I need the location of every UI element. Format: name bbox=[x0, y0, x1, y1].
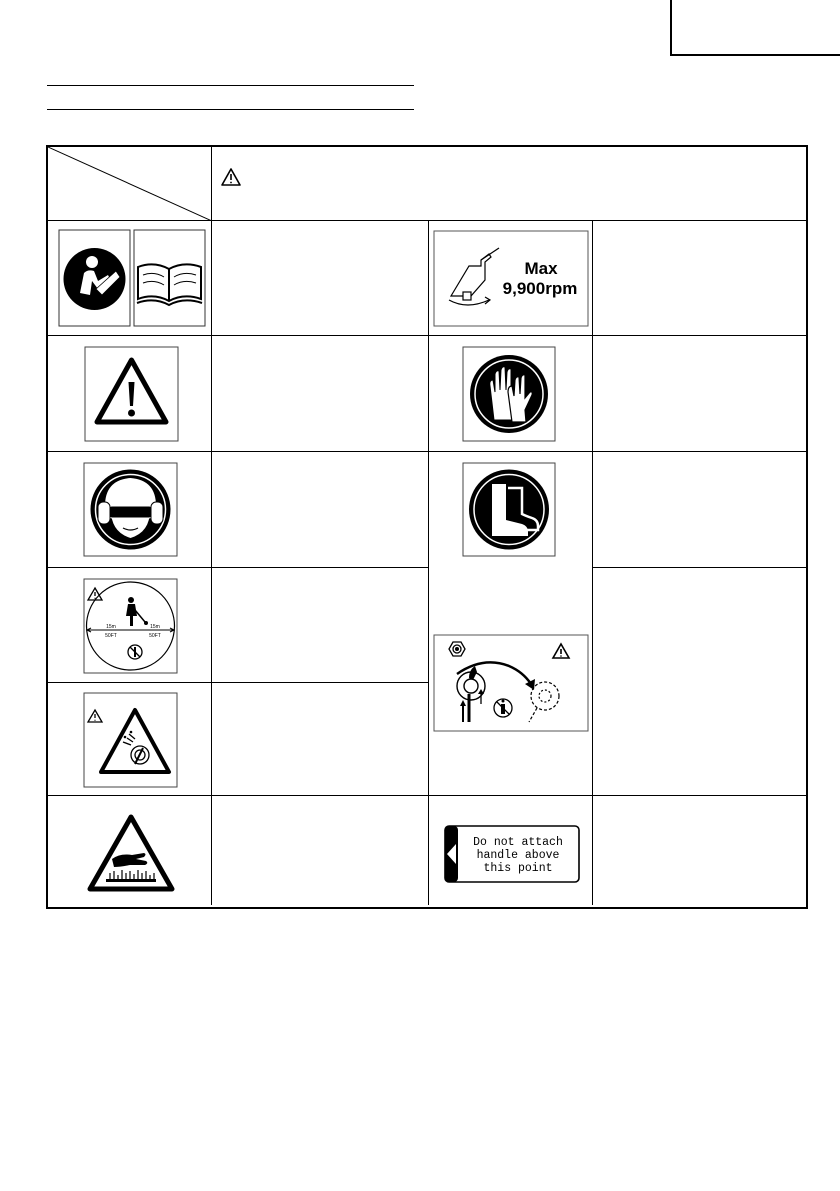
warning-triangle-icon bbox=[84, 346, 179, 442]
table-divider bbox=[48, 567, 428, 568]
header-diagonal bbox=[48, 147, 212, 221]
handle-label-line3: this point bbox=[483, 862, 553, 875]
wear-gloves-icon bbox=[462, 346, 556, 442]
heading-rule-bottom bbox=[47, 109, 414, 110]
table-divider bbox=[428, 220, 429, 905]
table-divider bbox=[48, 682, 428, 683]
distance-left-m: 15m bbox=[106, 624, 116, 630]
handle-position-label bbox=[444, 825, 580, 883]
table-divider bbox=[48, 451, 806, 452]
read-manual-icon bbox=[58, 229, 206, 327]
max-speed-label bbox=[433, 230, 589, 327]
thrown-objects-icon bbox=[83, 692, 178, 788]
table-divider bbox=[48, 795, 806, 796]
table-divider bbox=[592, 220, 593, 905]
symbols-table bbox=[46, 145, 808, 909]
table-divider bbox=[592, 567, 806, 568]
distance-right-m: 15m bbox=[150, 624, 160, 630]
blade-thrust-icon bbox=[433, 634, 589, 732]
distance-left-ft: 50FT bbox=[105, 633, 117, 639]
max-speed-value: 9,900rpm bbox=[502, 279, 578, 298]
handle-label-line2: handle above bbox=[476, 849, 560, 862]
head-eye-ear-protection-icon bbox=[83, 462, 178, 557]
handle-label-line1: Do not attach bbox=[473, 836, 563, 849]
wear-boots-icon bbox=[462, 462, 556, 557]
table-divider bbox=[211, 147, 212, 905]
hot-surface-icon bbox=[84, 813, 178, 893]
warning-triangle-icon bbox=[220, 167, 242, 187]
max-speed-title: Max bbox=[524, 259, 558, 278]
distance-right-ft: 50FT bbox=[149, 633, 161, 639]
keep-distance-15m-icon bbox=[83, 578, 178, 674]
table-divider bbox=[48, 335, 806, 336]
page-number-box bbox=[670, 0, 840, 56]
heading-rule-top bbox=[47, 85, 414, 86]
